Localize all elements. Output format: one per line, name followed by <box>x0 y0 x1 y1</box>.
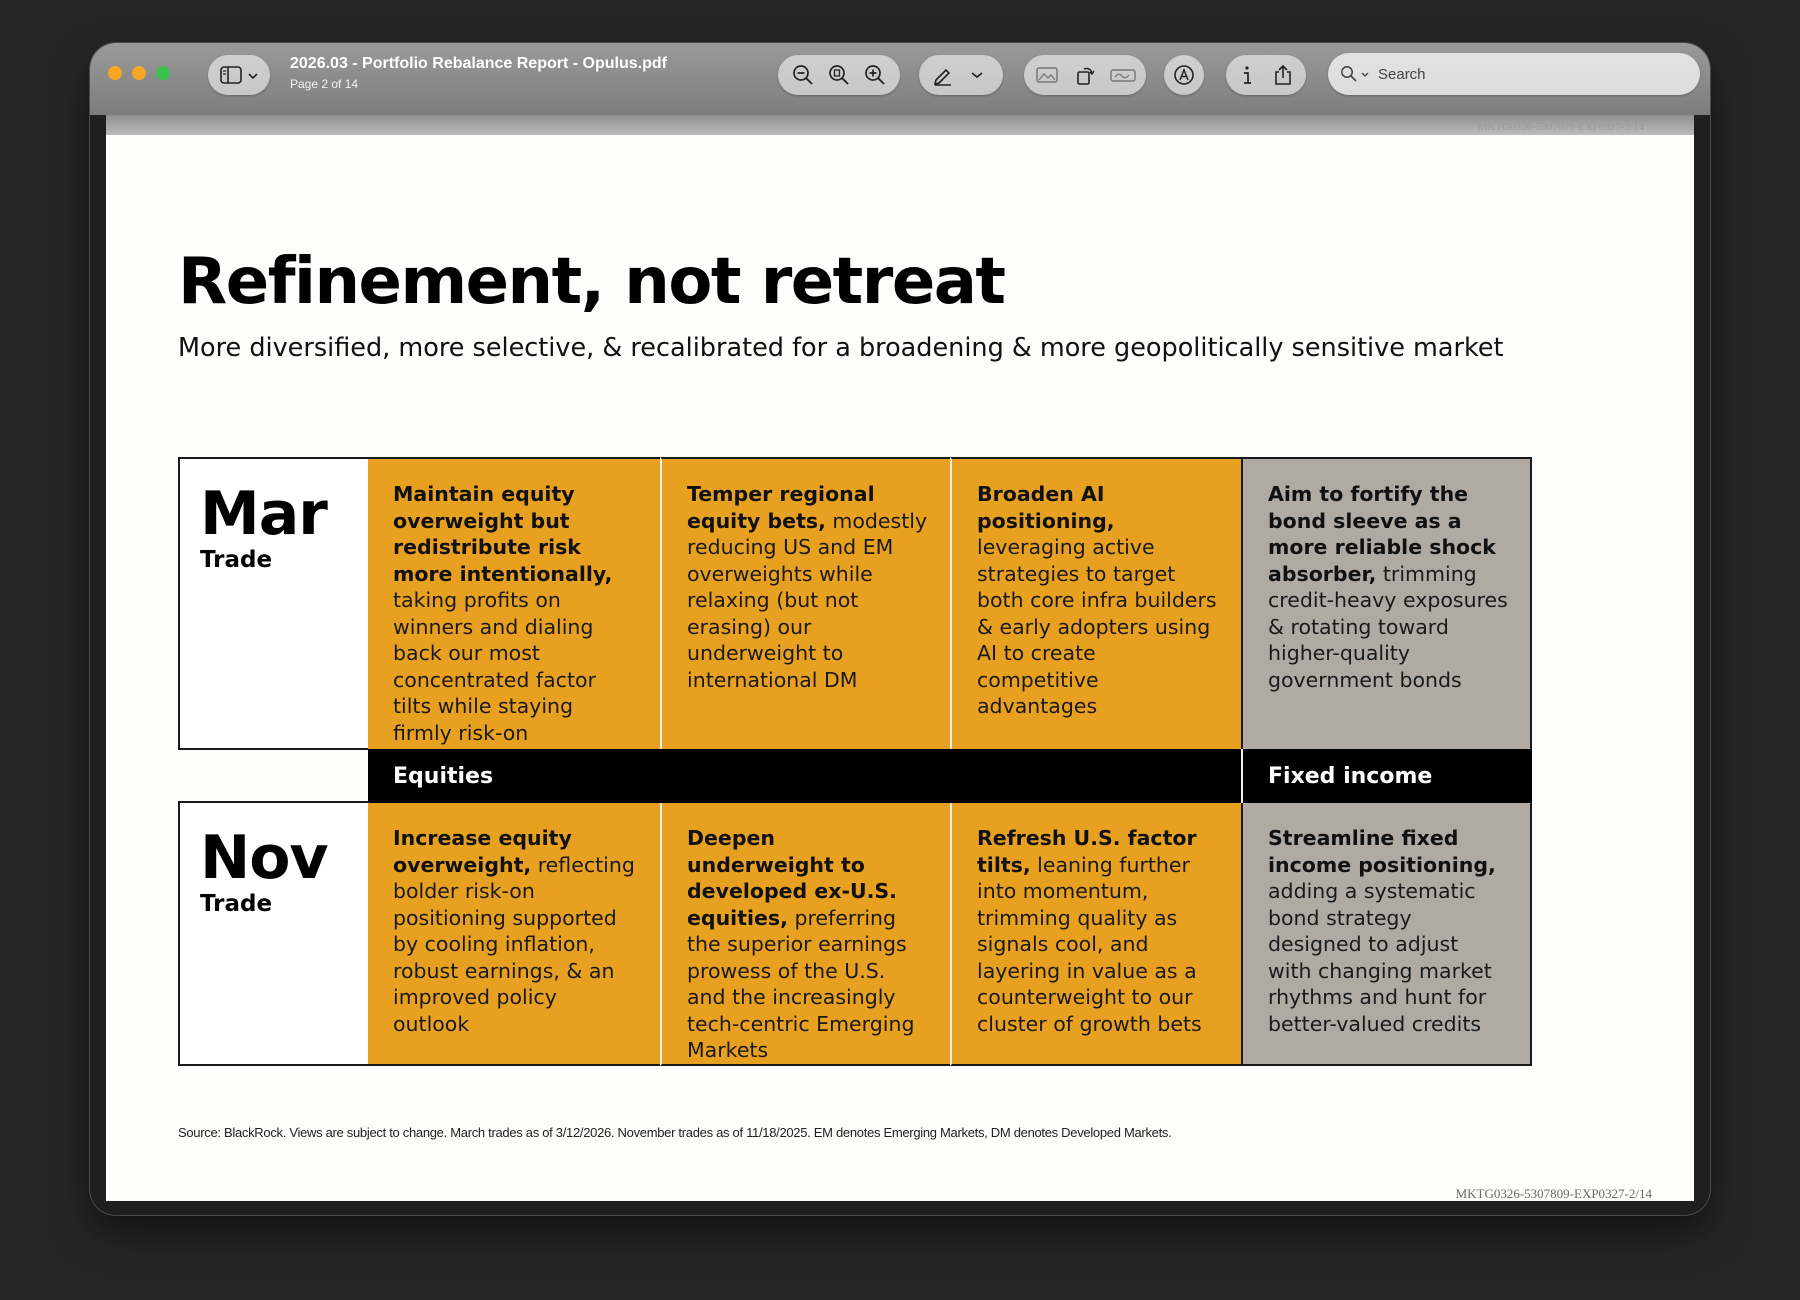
crop-icon <box>1035 65 1059 85</box>
zoom-in-button[interactable] <box>858 55 892 95</box>
mar-cell-4-bold: Aim to fortify the bond sleeve as a more reliable shock absorber, <box>1268 482 1496 586</box>
nov-equity-cell-3 <box>950 803 1241 1066</box>
mar-equity-cell-3 <box>950 457 1241 749</box>
markup-icon <box>1173 64 1195 86</box>
search-field[interactable] <box>1328 53 1700 95</box>
signature-button[interactable] <box>1106 55 1140 95</box>
mar-cell-3-bold: Broaden AI positioning, <box>977 482 1115 533</box>
mar-equity-cell-2 <box>660 457 950 749</box>
chevron-down-icon <box>971 71 983 79</box>
strip-page-code: MKTG0326-5307809-EXP0327-2/14 <box>1477 121 1644 133</box>
signature-icon <box>1110 65 1136 85</box>
page-subheadline: More diversified, more selective, & recalibrated for a broadening & more geopolitically sensitive market <box>178 333 1504 363</box>
highlight-button[interactable] <box>926 55 960 95</box>
chevron-down-icon <box>248 72 258 80</box>
zoom-window-button[interactable] <box>156 66 170 80</box>
nov-cell-4-bold: Streamline fixed income positioning, <box>1268 826 1496 877</box>
nov-fixed-income-cell <box>1241 803 1532 1066</box>
nov-equity-cell-2 <box>660 803 950 1066</box>
nov-trade-label: Trade <box>200 891 273 917</box>
crop-button[interactable] <box>1030 55 1064 95</box>
mar-month-label: Mar <box>200 479 327 549</box>
mar-cell-1-bold: Maintain equity overweight but redistribute risk more intentionally, <box>393 482 613 586</box>
fixed-income-band: Fixed income <box>1241 749 1532 803</box>
document-code: MKTG0326-5307809-EXP0327-2/14 <box>1455 1186 1652 1201</box>
rotate-button[interactable] <box>1068 55 1102 95</box>
nov-cell-3-bold: Refresh U.S. factor tilts, <box>977 826 1197 877</box>
rotate-icon <box>1074 64 1096 86</box>
document-title: 2026.03 - Portfolio Rebalance Report - Opulus.pdf <box>290 55 667 72</box>
mar-trade-label: Trade <box>200 547 273 573</box>
pdf-page <box>106 135 1694 1201</box>
search-icon <box>1340 65 1358 83</box>
highlight-pen-icon <box>932 64 954 86</box>
nov-cell-3-text: leaning further into momentum, trimming quality as signals cool, and layering in value as a counterweight to our cluster of growth bets <box>977 852 1202 1036</box>
mar-fixed-income-cell <box>1241 457 1532 749</box>
close-window-button[interactable] <box>108 66 122 80</box>
zoom-in-icon <box>864 64 886 86</box>
chevron-down-icon <box>1361 72 1369 78</box>
nov-cell-2-text: preferring the superior earnings prowess of the U.S. and the increasingly tech-centric Emerging Markets <box>687 905 915 1062</box>
info-button[interactable] <box>1230 55 1264 95</box>
minimize-window-button[interactable] <box>132 66 146 80</box>
search-placeholder: Search <box>1378 66 1426 83</box>
pdf-viewer-window <box>90 43 1710 1215</box>
info-icon <box>1240 64 1254 86</box>
page-indicator: Page 2 of 14 <box>290 77 359 91</box>
source-footnote: Source: BlackRock. Views are subject to change. March trades as of 3/12/2026. November trades as of 11/18/2025. EM denotes Emerging Markets, DM denotes Developed Markets. <box>178 1125 1172 1140</box>
toolbar <box>90 43 1710 115</box>
zoom-fit-icon <box>828 64 850 86</box>
share-icon <box>1273 64 1293 86</box>
mar-cell-1-text: taking profits on winners and dialing back our most concentrated factor tilts while staying firmly risk-on <box>393 588 596 745</box>
mar-cell-2-bold: Temper regional equity bets, <box>687 482 875 533</box>
mar-cell-2-text: modestly reducing US and EM overweights while relaxing (but not erasing) our underweight to international DM <box>687 508 928 692</box>
sidebar-toggle-button[interactable] <box>208 55 270 95</box>
nov-cell-2-bold: Deepen underweight to developed ex-U.S. equities, <box>687 826 897 930</box>
mar-equity-cell-1 <box>368 457 660 749</box>
mar-trade-label-box <box>178 457 370 750</box>
share-button[interactable] <box>1266 55 1300 95</box>
zoom-out-icon <box>792 64 814 86</box>
mar-cell-4-text: trimming credit-heavy exposures & rotating toward higher-quality government bonds <box>1268 561 1508 692</box>
nov-cell-1-text: reflecting bolder risk-on positioning supported by cooling inflation, robust earnings, & an improved policy outlook <box>393 852 635 1036</box>
mar-cell-3-text: leveraging active strategies to target both core infra builders & early adopters using AI to create competitive advantages <box>977 535 1217 718</box>
equities-band: Equities <box>368 749 1241 803</box>
nov-trade-label-box <box>178 801 370 1066</box>
nov-month-label: Nov <box>200 823 328 893</box>
zoom-out-button[interactable] <box>786 55 820 95</box>
nov-cell-1-bold: Increase equity overweight, <box>393 826 572 877</box>
nov-equity-cell-1 <box>368 803 660 1066</box>
nov-cell-4-text: adding a systematic bond strategy designed to adjust with changing market rhythms and hunt for better-valued credits <box>1268 879 1492 1036</box>
zoom-fit-button[interactable] <box>822 55 856 95</box>
markup-button[interactable] <box>1167 55 1201 95</box>
sidebar-icon <box>220 66 242 84</box>
page-headline: Refinement, not retreat <box>178 245 1005 319</box>
highlight-menu-button[interactable] <box>960 55 994 95</box>
